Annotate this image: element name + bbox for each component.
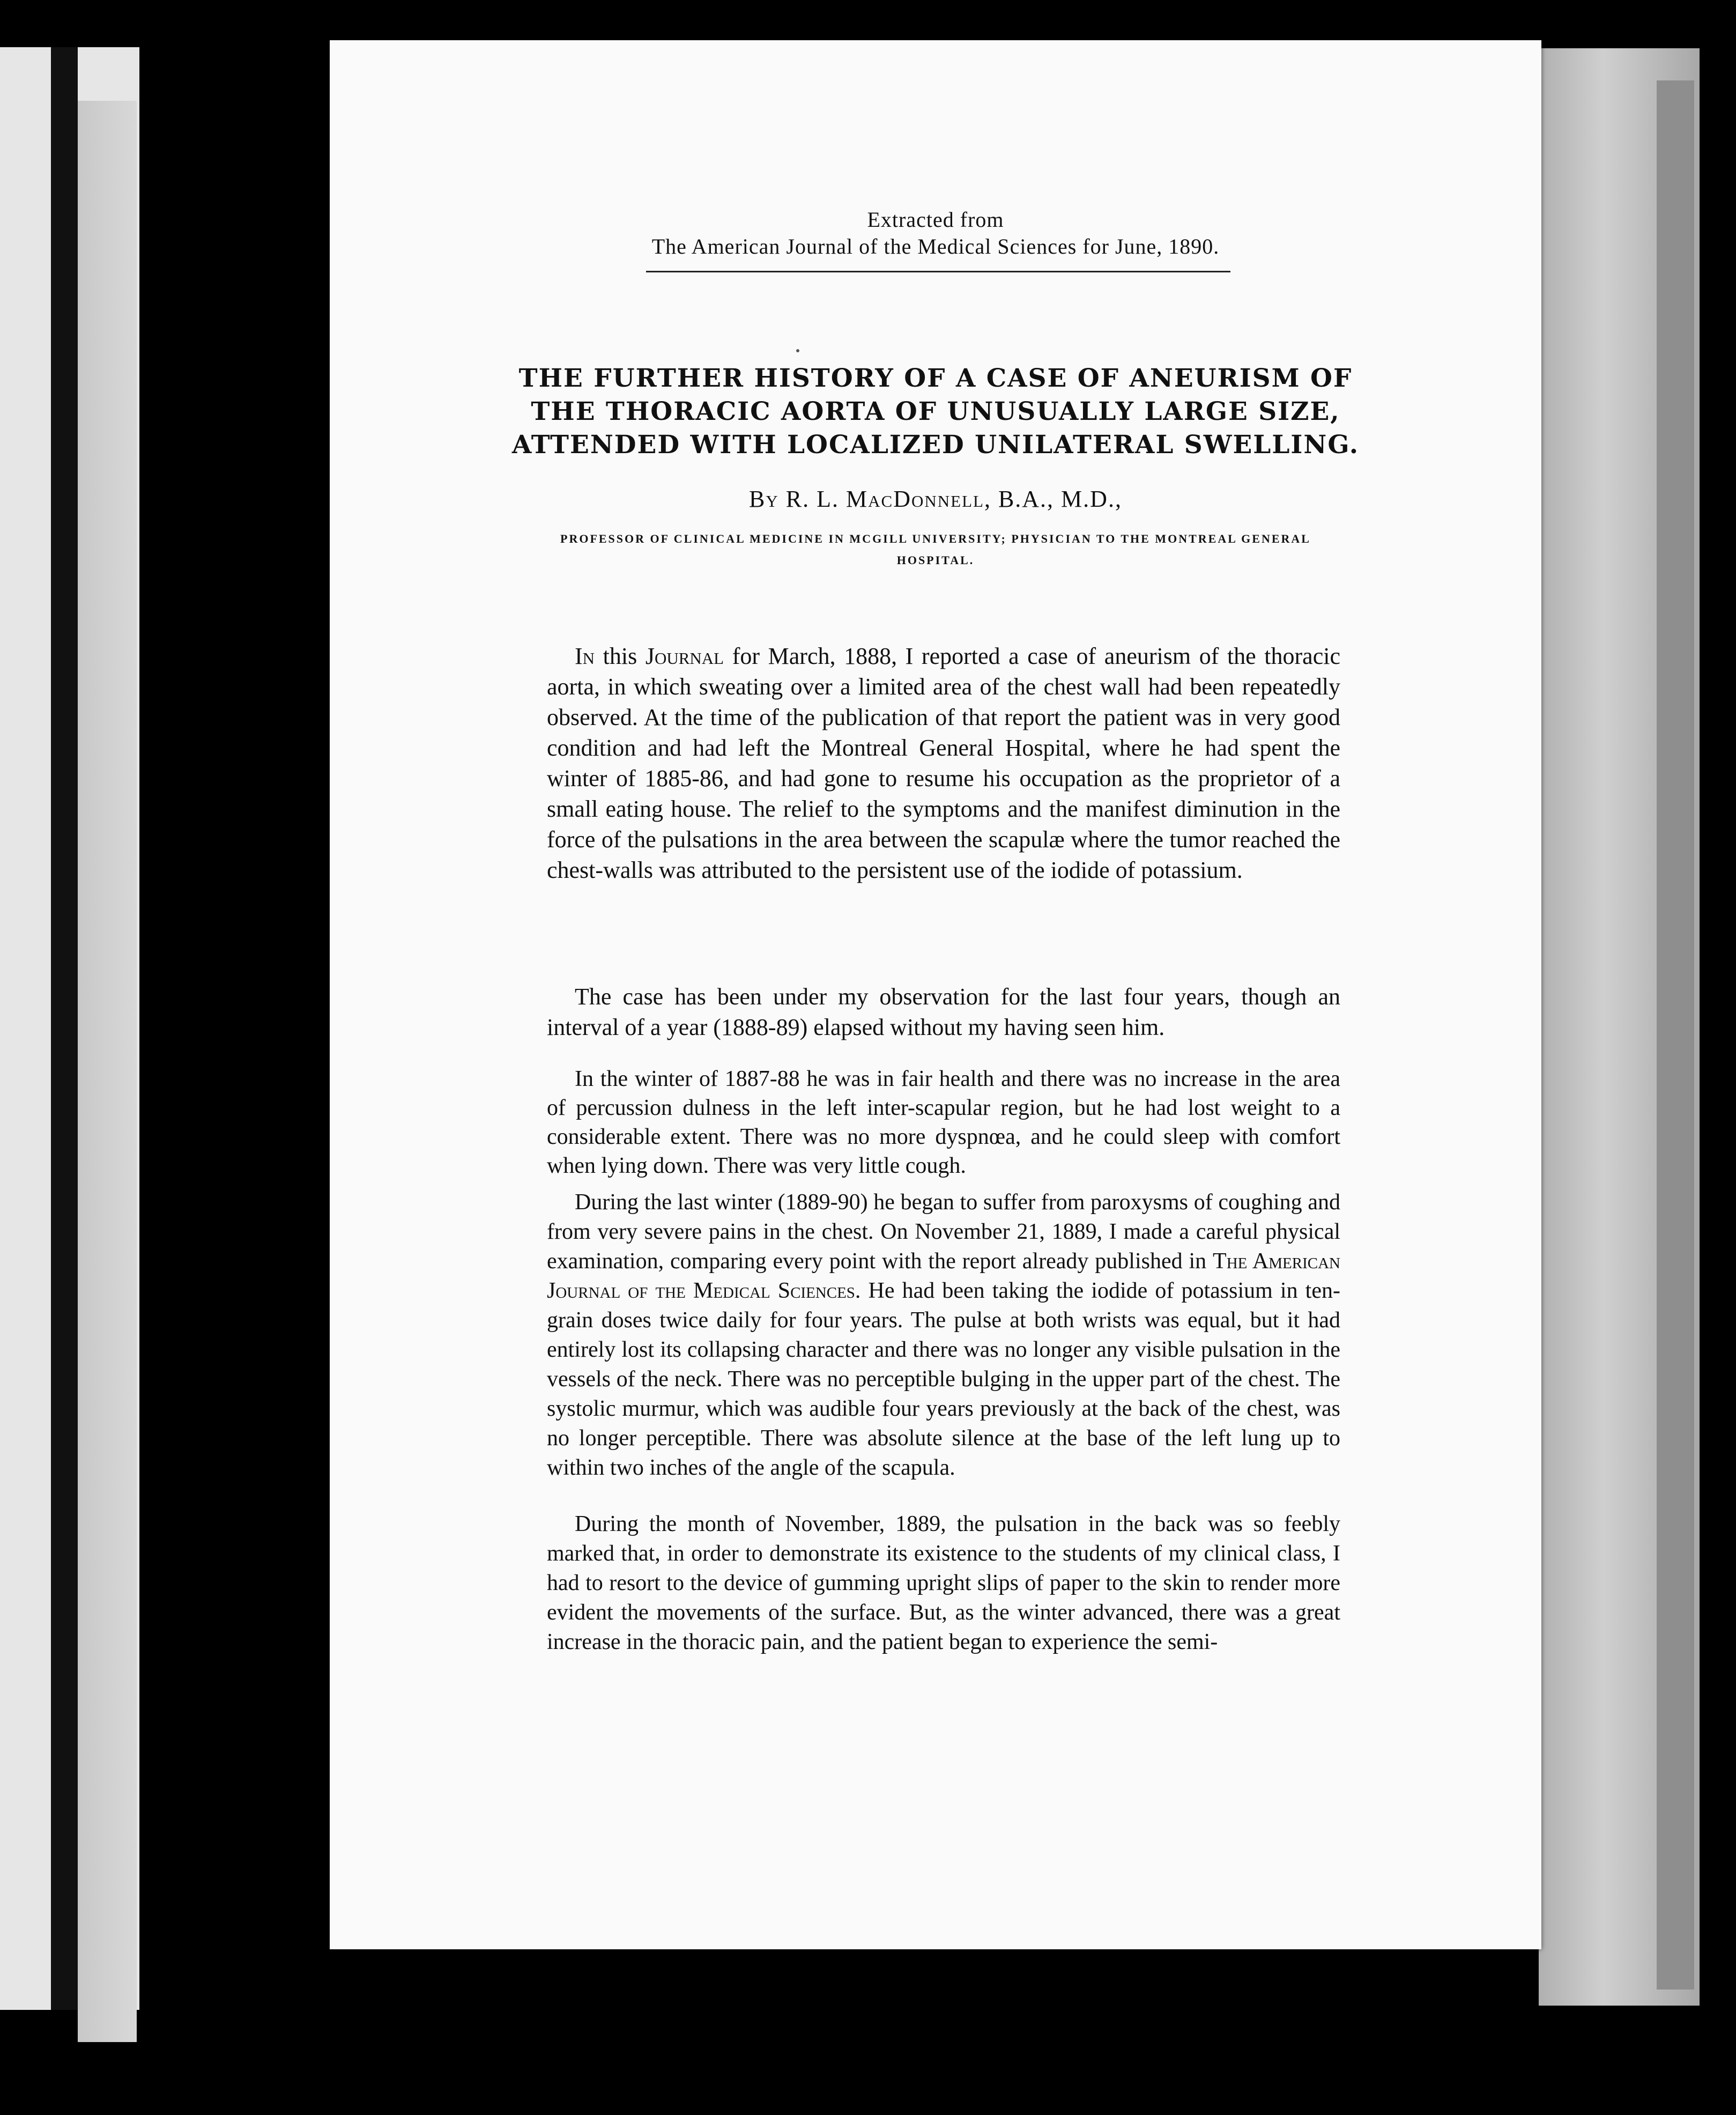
paragraph-3 [547, 1064, 1340, 1180]
p1-journal: Journal [645, 643, 724, 669]
paragraph-5 [547, 1510, 1340, 1657]
article-title: THE FURTHER HISTORY OF A CASE OF ANEURISM OF THE THORACIC AORTA OF UNUSUALLY LARGE SIZE, ATTENDED WITH LOCALIZED UNILATERAL SWELLING. [511, 364, 1360, 460]
source-note [330, 206, 1541, 260]
p3-text: In the winter of 1887-88 he was in fair health and there was no increase in the area of percussion dulness in the left inter-scapular region, but he had lost weight to a considerable extent. There was no more dyspnœa, and he could sleep with comfort when lying down. There was very little cough. [547, 1067, 1340, 1178]
paragraph-1 [547, 641, 1340, 885]
p5-text: During the month of November, 1889, the pulsation in the back was so feebly marked that, in order to demonstrate its existence to the students of my clinical class, I had to resort to the device of gumming upright slips of paper to the skin to render more evident the movements of the surface. But, as the winter advanced, there was a great increase in the thoracic pain, and the patient began to experience the semi- [547, 1512, 1340, 1654]
source-rule [646, 271, 1230, 272]
p4-journal: The American Journal of the Medical Sciences [547, 1249, 1340, 1303]
author-name: R. L. MacDonnell, B.A., M.D., [785, 486, 1122, 512]
binding-shadow [51, 47, 78, 2010]
p1-lead: In [575, 643, 595, 669]
byline-prefix: By [749, 486, 779, 512]
speck [796, 349, 799, 352]
right-page-stack-edge [1657, 80, 1694, 1990]
author-affiliation: PROFESSOR OF CLINICAL MEDICINE IN MCGILL UNIVERSITY; PHYSICIAN TO THE MONTREAL GENERAL HOSPITAL. [560, 532, 1311, 567]
p1-a: this [595, 643, 646, 669]
paragraph-4 [547, 1188, 1340, 1483]
document-page [330, 40, 1541, 1949]
left-page-margin [78, 101, 137, 2042]
paragraph-2 [547, 981, 1340, 1042]
p2-text: The case has been under my observation for the last four years, though an interval of a year (1888-89) elapsed without my having seen him. [547, 983, 1340, 1040]
source-note-line1: Extracted from [867, 208, 1004, 232]
p4-a: During the last winter (1889-90) he began to suffer from paroxysms of coughing and from very severe pains in the chest. On November 21, 1889, I made a careful physical examination, comparing every point with the report already published in [547, 1190, 1340, 1274]
p1-rest: for March, 1888, I reported a case of aneurism of the thoracic aorta, in which sweating over a limited area of the chest wall had been repeatedly observed. At the time of the publication of that report the patient was in very good condition and had left the Montreal General Hospital, where he had spent the winter of 1885-86, and had gone to resume his occupation as the proprietor of a small eating house. The relief to the symptoms and the manifest diminution in the force of the pulsations in the area between the scapulæ where the tumor reached the chest-walls was attributed to the persistent use of the iodide of potassium. [547, 643, 1340, 883]
p4-b: . He had been taking the iodide of potassium in ten-grain doses twice daily for four years. The pulse at both wrists was equal, but it had entirely lost its collapsing character and there was no longer any visible pulsation in the vessels of the neck. There was no perceptible bulging in the upper part of the chest. The systolic murmur, which was audible four years previously at the back of the chest, was no longer perceptible. There was absolute silence at the base of the left lung up to within two inches of the angle of the scapula. [547, 1278, 1340, 1480]
source-note-line2: The American Journal of the Medical Sciences for June, 1890. [651, 234, 1220, 258]
byline [330, 485, 1541, 513]
